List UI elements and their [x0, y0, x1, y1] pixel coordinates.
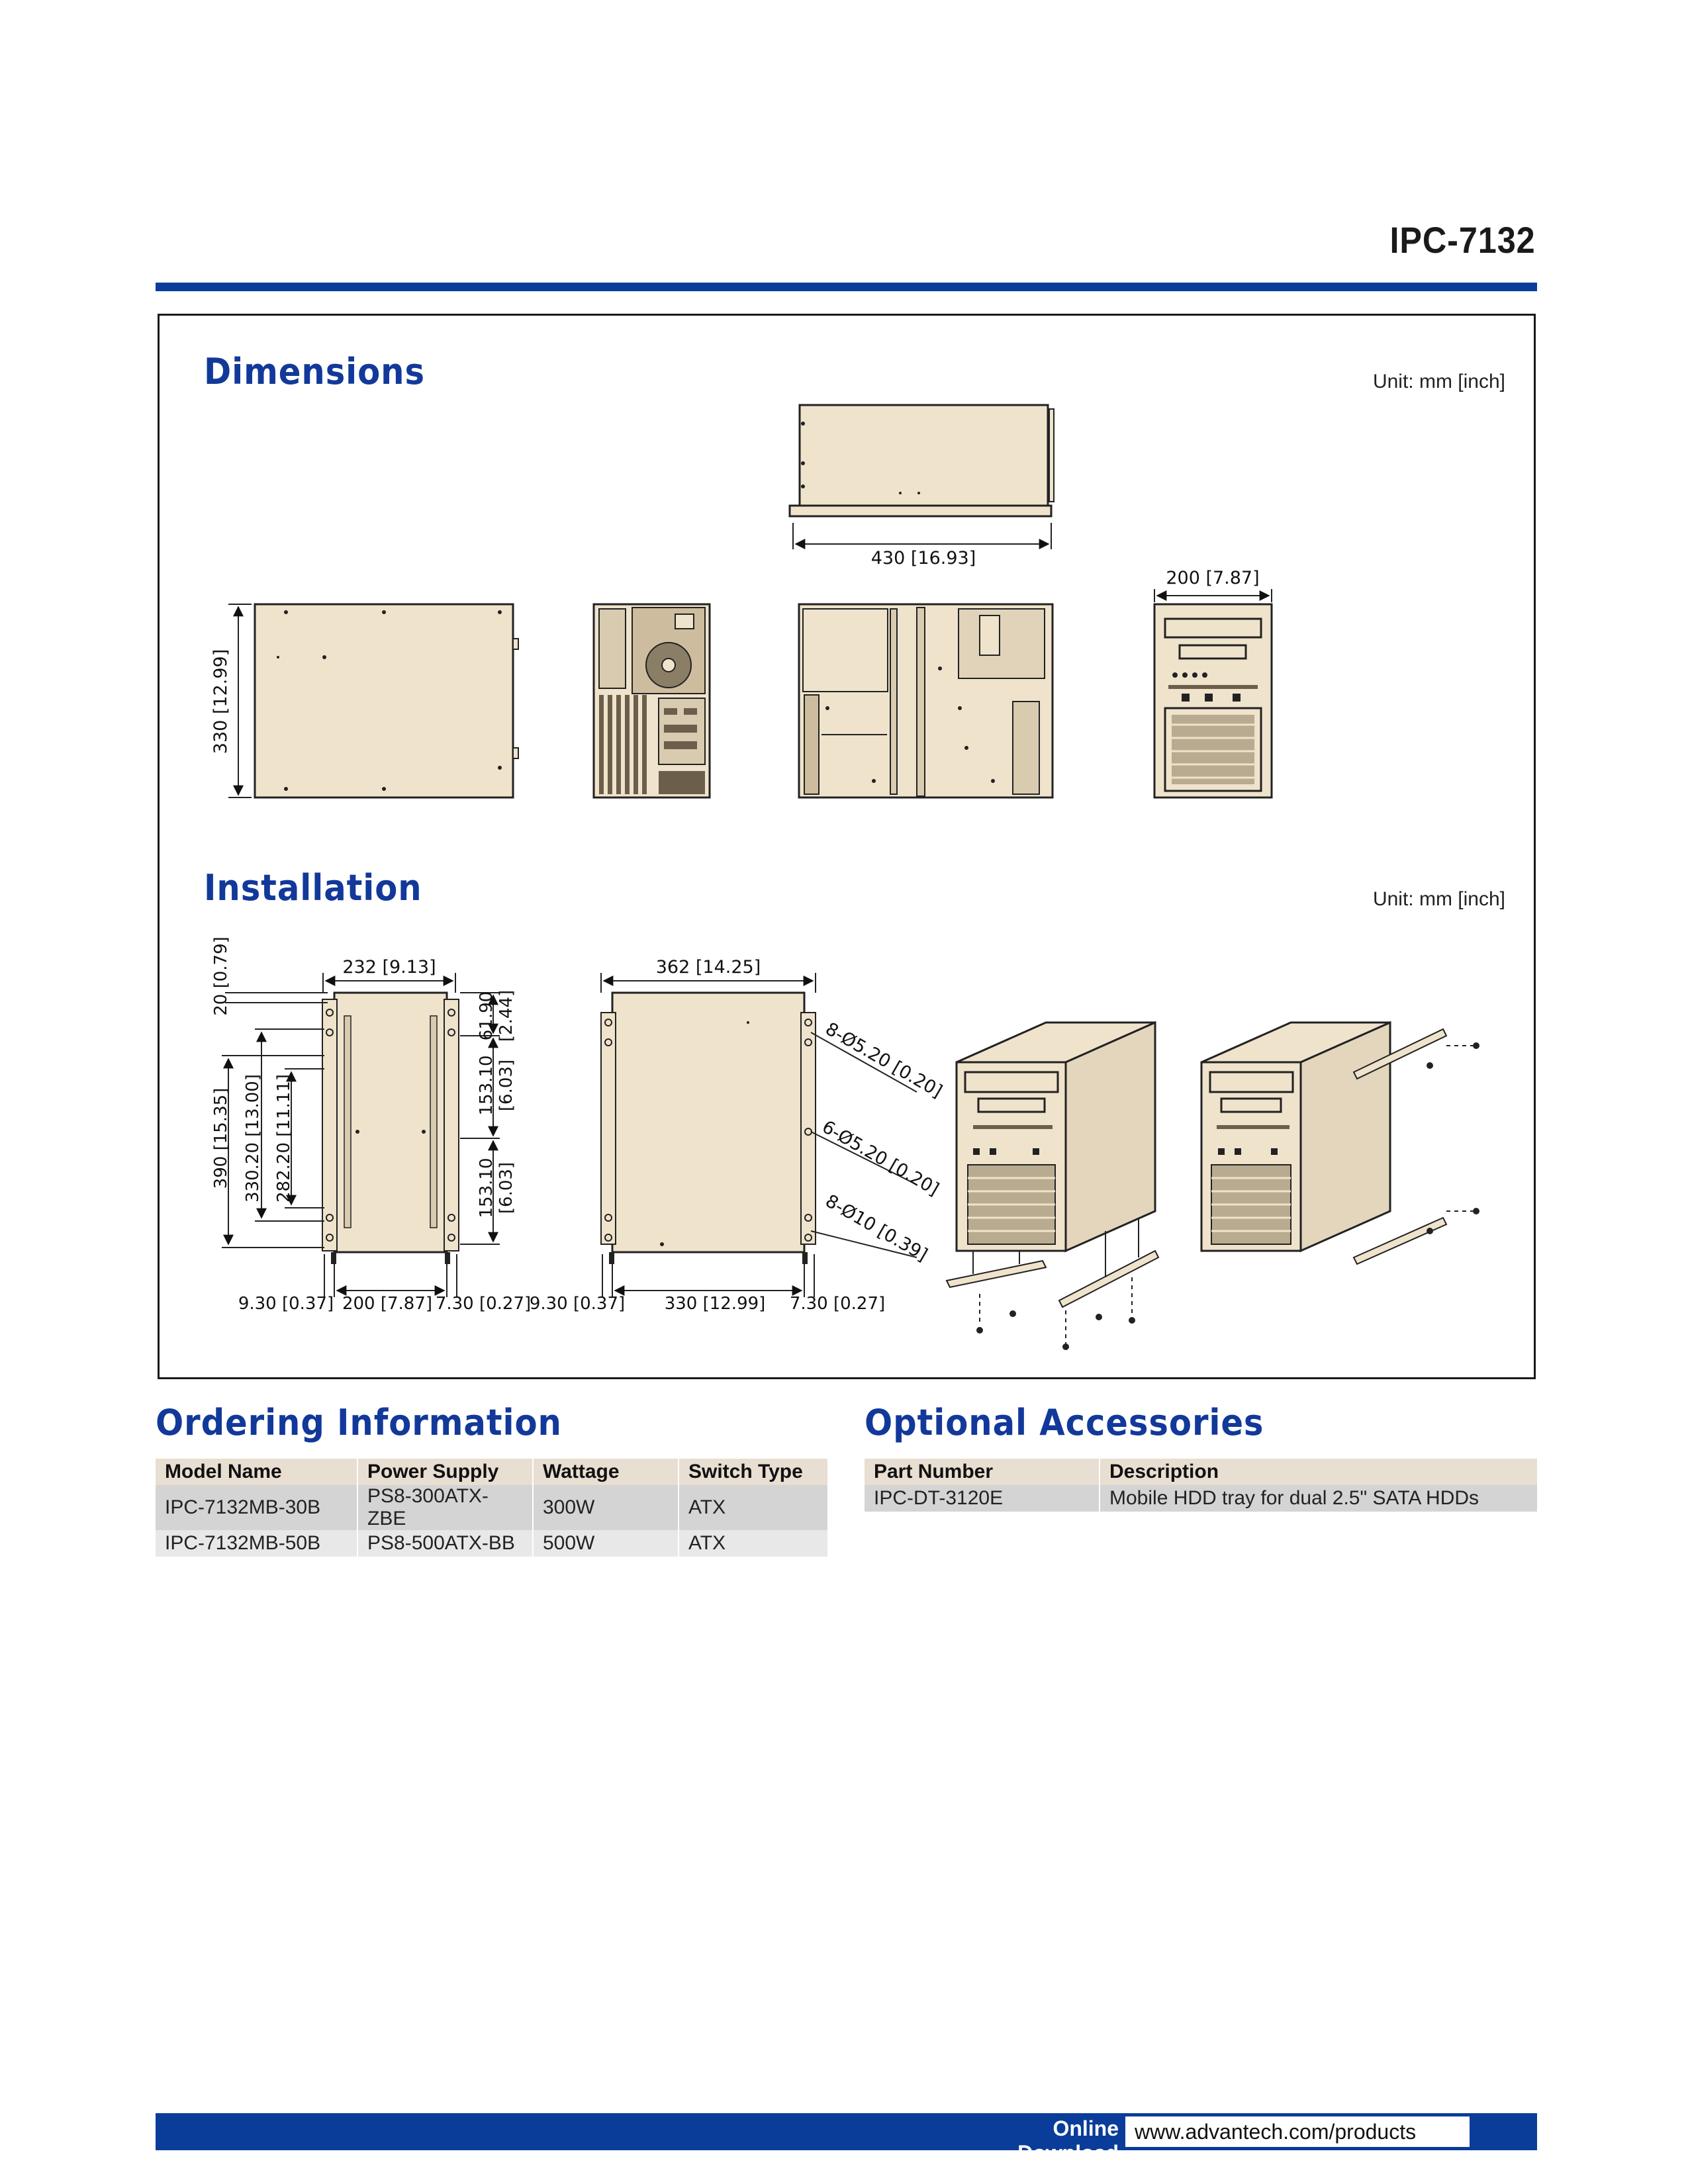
install-6190-inch-label: [2.44]	[496, 989, 516, 1042]
isometric-chassis-side-mount	[1201, 1023, 1479, 1264]
install-b6-label: 7.30 [0.27]	[789, 1294, 886, 1314]
installation-unit: Unit: mm [inch]	[1372, 888, 1505, 910]
accessories-heading: Optional Accessories	[865, 1402, 1264, 1443]
ordering-header-row	[156, 1459, 827, 1485]
install-20-label: 20 [0.79]	[211, 936, 231, 1016]
hole-callout-2: 6-Ø5.20 [0.20]	[818, 1116, 943, 1201]
table-row	[865, 1485, 1537, 1512]
ordering-col-power: Power Supply	[357, 1459, 533, 1485]
installation-heading: Installation	[204, 867, 422, 909]
internal-view-drawing	[799, 604, 1053, 797]
model-cell: IPC-7132MB-30B	[156, 1485, 357, 1530]
install-b5-label: 330 [12.99]	[664, 1294, 766, 1314]
footer-label: Online Download	[1017, 2116, 1119, 2165]
accessories-header-row	[865, 1459, 1537, 1485]
dimensions-unit: Unit: mm [inch]	[1372, 371, 1505, 392]
install-front-plate	[322, 993, 459, 1264]
install-b4-label: 9.30 [0.37]	[529, 1294, 626, 1314]
install-b2-label: 200 [7.87]	[342, 1294, 433, 1314]
ordering-col-model: Model Name	[156, 1459, 357, 1485]
install-390-label: 390 [15.35]	[211, 1087, 231, 1189]
table-row	[156, 1530, 827, 1557]
accessories-col-part: Part Number	[865, 1459, 1100, 1485]
dimensions-heading: Dimensions	[204, 351, 425, 392]
front-width-label: 200 [7.87]	[1166, 568, 1260, 588]
ordering-heading: Ordering Information	[156, 1402, 562, 1443]
accessories-col-desc: Description	[1100, 1459, 1537, 1485]
switch-cell: ATX	[679, 1530, 827, 1557]
install-15310-inch-label: [6.03]	[496, 1059, 516, 1112]
footer-url-link[interactable]: www.advantech.com/products	[1125, 2116, 1470, 2147]
install-282-label: 282.20 [11.11]	[274, 1074, 294, 1203]
wattage-cell: 500W	[533, 1530, 679, 1557]
hole-callout-1: 8-Ø5.20 [0.20]	[821, 1019, 946, 1103]
power-cell: PS8-500ATX-BB	[357, 1530, 533, 1557]
ordering-col-wattage: Wattage	[533, 1459, 679, 1485]
isometric-chassis-front-mount	[947, 1023, 1158, 1350]
install-6190-label: 61.90	[477, 991, 496, 1041]
switch-cell: ATX	[679, 1485, 827, 1530]
front-view-drawing	[1154, 604, 1272, 797]
install-right-width-label: 362 [14.25]	[655, 957, 761, 978]
install-b3-label: 7.30 [0.27]	[435, 1294, 532, 1314]
install-left-width-label: 232 [9.13]	[342, 957, 436, 978]
description-cell: Mobile HDD tray for dual 2.5" SATA HDDs	[1100, 1485, 1537, 1512]
model-cell: IPC-7132MB-50B	[156, 1530, 357, 1557]
accessories-table	[865, 1459, 1537, 1512]
install-15310-label: 153.10	[477, 1055, 496, 1116]
top-width-label: 430 [16.93]	[870, 548, 976, 569]
wattage-cell: 300W	[533, 1485, 679, 1530]
part-cell: IPC-DT-3120E	[865, 1485, 1100, 1512]
side-view-drawing	[255, 604, 518, 797]
install-side-plate	[601, 993, 816, 1264]
table-row	[156, 1485, 827, 1530]
install-15310b-label: 153.10	[477, 1158, 496, 1218]
rear-view-drawing	[594, 604, 710, 797]
install-330-label: 330.20 [13.00]	[243, 1074, 263, 1203]
top-view-drawing	[790, 405, 1054, 516]
side-height-label: 330 [12.99]	[211, 649, 231, 754]
ordering-table	[156, 1459, 827, 1557]
install-b1-label: 9.30 [0.37]	[238, 1294, 334, 1314]
ordering-col-switch: Switch Type	[679, 1459, 827, 1485]
install-15310b-inch-label: [6.03]	[496, 1161, 516, 1214]
product-title: IPC-7132	[1389, 219, 1536, 261]
hole-callout-3: 8-Ø10 [0.39]	[821, 1191, 931, 1266]
power-cell: PS8-300ATX-ZBE	[357, 1485, 533, 1530]
